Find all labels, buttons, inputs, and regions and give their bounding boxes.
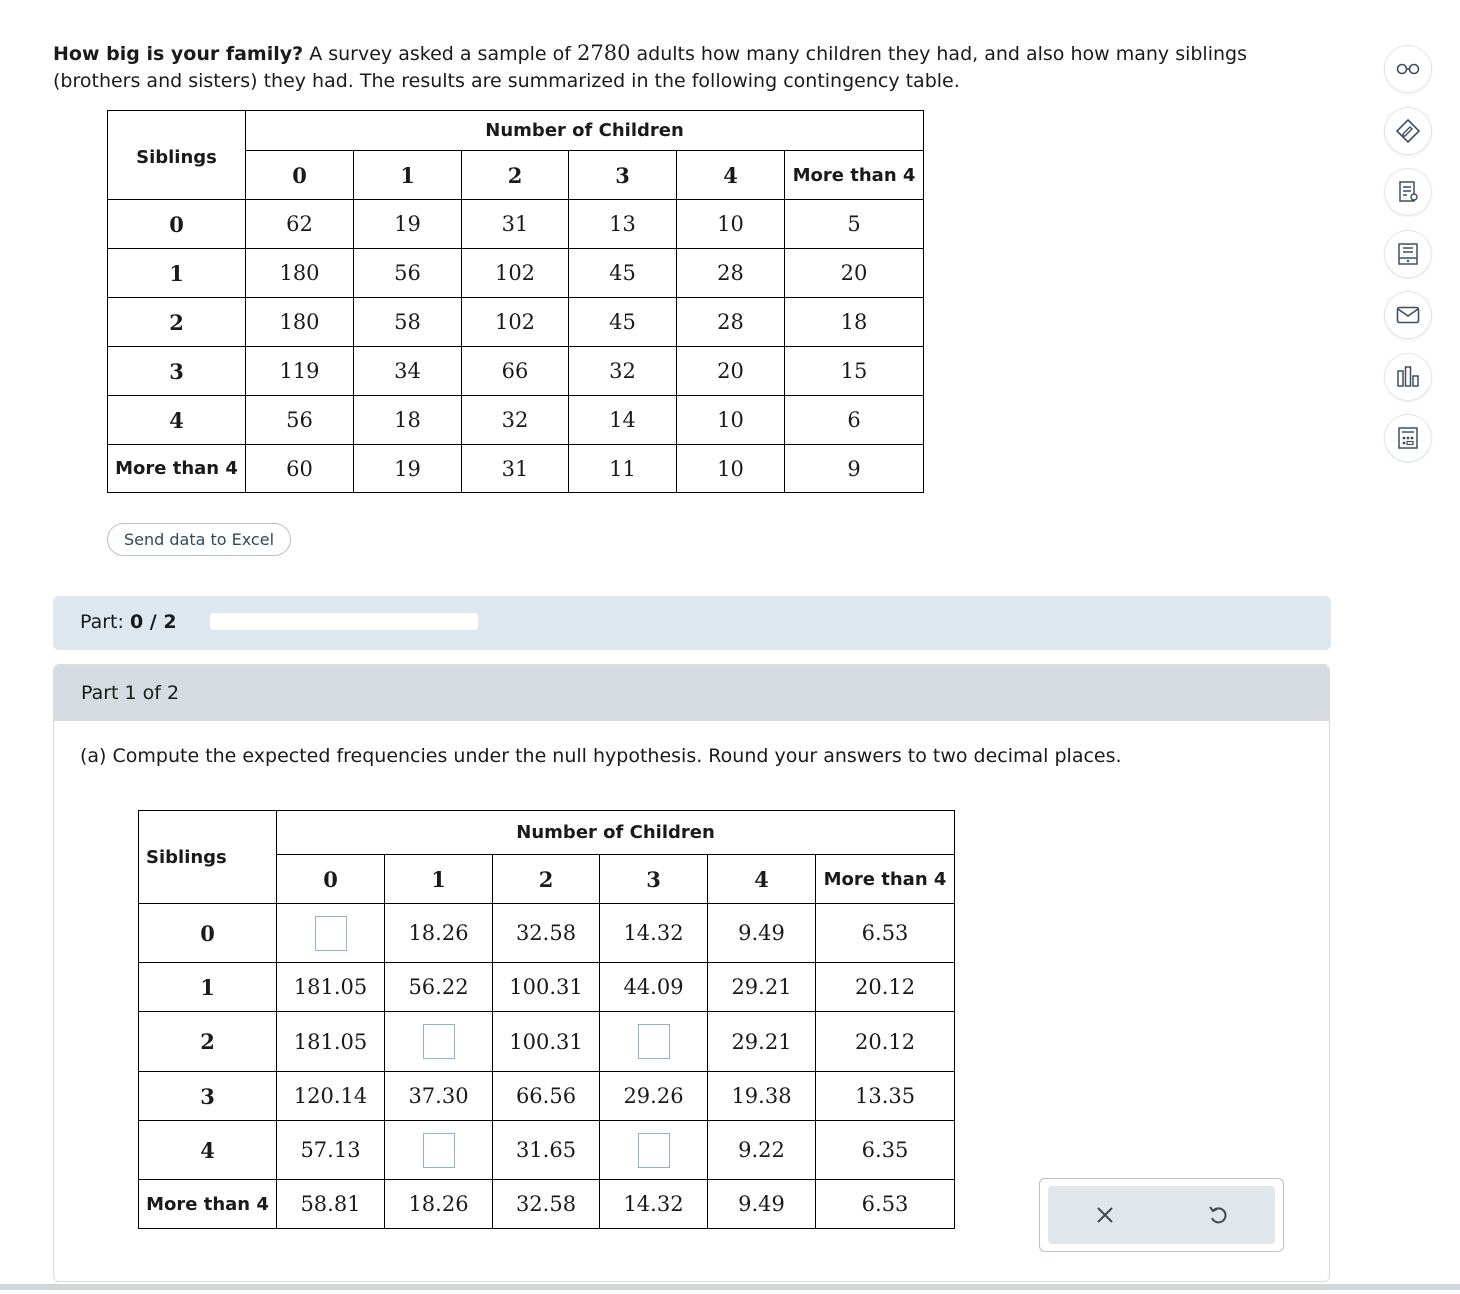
column-header: More than 4 — [816, 855, 955, 904]
answer-cell — [600, 1012, 708, 1072]
answer-actions — [1039, 1178, 1284, 1252]
children-group-header: Number of Children — [277, 811, 955, 855]
book-icon — [1397, 242, 1419, 266]
table-row — [108, 249, 924, 298]
part-label: Part: — [80, 611, 124, 633]
table-row — [139, 1121, 955, 1180]
table-cell: 32 — [569, 347, 677, 396]
row-header: 1 — [139, 963, 277, 1012]
row-header: 0 — [139, 904, 277, 963]
intro-lead: How big is your family? — [53, 43, 304, 65]
notes-icon — [1397, 180, 1419, 204]
table-cell: 10 — [677, 445, 785, 493]
table-cell: 56 — [246, 396, 354, 445]
table-cell: 9.22 — [708, 1121, 816, 1180]
siblings-header: Siblings — [139, 811, 277, 904]
table-cell: 19 — [354, 445, 462, 493]
table-cell: 102 — [462, 249, 569, 298]
part-header: Part 1 of 2 — [81, 682, 180, 704]
table-cell: 18.26 — [385, 904, 493, 963]
table-cell: 102 — [462, 298, 569, 347]
column-header: 2 — [493, 855, 600, 904]
progress-track — [210, 613, 478, 630]
table-cell: 58 — [354, 298, 462, 347]
table-row — [139, 904, 955, 963]
table-cell: 28 — [677, 298, 785, 347]
row-header: 4 — [108, 396, 246, 445]
bar-chart-icon — [1395, 365, 1421, 389]
siblings-header: Siblings — [108, 111, 246, 200]
answer-input[interactable] — [638, 1024, 670, 1059]
table-cell: 62 — [246, 200, 354, 249]
table-cell: 100.31 — [493, 1012, 600, 1072]
table-cell: 45 — [569, 298, 677, 347]
table-cell: 32.58 — [493, 904, 600, 963]
table-cell: 100.31 — [493, 963, 600, 1012]
table-cell: 14 — [569, 396, 677, 445]
answer-input[interactable] — [423, 1133, 455, 1168]
calculator-button[interactable] — [1385, 415, 1431, 461]
table-cell: 6 — [785, 396, 924, 445]
readspeaker-button[interactable] — [1385, 46, 1431, 92]
part-score: 0 / 2 — [129, 611, 177, 633]
table-cell: 20 — [785, 249, 924, 298]
clear-button[interactable] — [1085, 1197, 1125, 1233]
data-button[interactable] — [1385, 354, 1431, 400]
table-row — [139, 1012, 955, 1072]
table-cell: 57.13 — [277, 1121, 385, 1180]
intro-text-a: A survey asked a sample of — [303, 43, 578, 65]
table-cell: 29.26 — [600, 1072, 708, 1121]
row-header: 3 — [108, 347, 246, 396]
row-header: 3 — [139, 1072, 277, 1121]
table-cell: 32.58 — [493, 1180, 600, 1229]
expected-table — [138, 810, 955, 1229]
table-cell: 20.12 — [816, 963, 955, 1012]
pencil-icon — [1395, 118, 1421, 144]
table-row — [108, 200, 924, 249]
answer-cell — [600, 1121, 708, 1180]
column-header: 0 — [277, 855, 385, 904]
table-cell: 58.81 — [277, 1180, 385, 1229]
table-cell: 29.21 — [708, 963, 816, 1012]
row-header: More than 4 — [139, 1180, 277, 1229]
column-header: 3 — [600, 855, 708, 904]
column-header: 0 — [246, 151, 354, 200]
x-icon — [1095, 1205, 1115, 1225]
column-header: 1 — [385, 855, 493, 904]
answer-input[interactable] — [638, 1133, 670, 1168]
table-cell: 45 — [569, 249, 677, 298]
children-group-header: Number of Children — [246, 111, 924, 151]
table-cell: 10 — [677, 200, 785, 249]
notes-button[interactable] — [1385, 169, 1431, 215]
column-header: 4 — [677, 151, 785, 200]
table-cell: 66 — [462, 347, 569, 396]
row-header: 0 — [108, 200, 246, 249]
table-cell: 6.53 — [816, 904, 955, 963]
table-cell: 66.56 — [493, 1072, 600, 1121]
column-header: 4 — [708, 855, 816, 904]
table-cell: 60 — [246, 445, 354, 493]
table-cell: 13 — [569, 200, 677, 249]
table-cell: 181.05 — [277, 1012, 385, 1072]
table-cell: 180 — [246, 249, 354, 298]
column-header: 3 — [569, 151, 677, 200]
table-cell: 56.22 — [385, 963, 493, 1012]
send-to-excel-button[interactable]: Send data to Excel — [107, 523, 291, 556]
calculator-icon — [1397, 426, 1419, 450]
guided-solution-button[interactable] — [1385, 108, 1431, 154]
table-cell: 34 — [354, 347, 462, 396]
answer-input[interactable] — [423, 1024, 455, 1059]
table-cell: 20.12 — [816, 1012, 955, 1072]
table-cell: 28 — [677, 249, 785, 298]
table-cell: 29.21 — [708, 1012, 816, 1072]
table-cell: 10 — [677, 396, 785, 445]
answer-cell — [277, 904, 385, 963]
table-cell: 18 — [785, 298, 924, 347]
table-row — [108, 347, 924, 396]
table-cell: 19.38 — [708, 1072, 816, 1121]
table-row — [139, 1180, 955, 1229]
column-header: More than 4 — [785, 151, 924, 200]
table-cell: 119 — [246, 347, 354, 396]
glasses-icon — [1396, 62, 1420, 76]
table-row — [139, 963, 955, 1012]
sample-size: 2780 — [577, 41, 631, 65]
bottom-scrollbar[interactable] — [0, 1284, 1460, 1290]
table-cell: 18.26 — [385, 1180, 493, 1229]
table-cell: 20 — [677, 347, 785, 396]
table-cell: 31 — [462, 200, 569, 249]
table-cell: 32 — [462, 396, 569, 445]
table-cell: 9 — [785, 445, 924, 493]
email-button[interactable] — [1385, 292, 1431, 338]
table-cell: 180 — [246, 298, 354, 347]
row-header: 4 — [139, 1121, 277, 1180]
table-cell: 9.49 — [708, 1180, 816, 1229]
table-cell: 44.09 — [600, 963, 708, 1012]
table-cell: 19 — [354, 200, 462, 249]
table-row — [139, 1072, 955, 1121]
table-row — [108, 396, 924, 445]
undo-icon — [1207, 1204, 1229, 1226]
table-cell: 5 — [785, 200, 924, 249]
table-cell: 13.35 — [816, 1072, 955, 1121]
table-cell: 14.32 — [600, 1180, 708, 1229]
table-cell: 6.53 — [816, 1180, 955, 1229]
table-cell: 15 — [785, 347, 924, 396]
part-progress-bar — [53, 596, 1331, 650]
mail-icon — [1396, 306, 1420, 324]
answer-cell — [385, 1121, 493, 1180]
observed-table — [107, 110, 924, 493]
row-header: 1 — [108, 249, 246, 298]
answer-cell — [385, 1012, 493, 1072]
table-cell: 56 — [354, 249, 462, 298]
column-header: 2 — [462, 151, 569, 200]
row-header: 2 — [108, 298, 246, 347]
table-cell: 11 — [569, 445, 677, 493]
table-cell: 120.14 — [277, 1072, 385, 1121]
row-header: 2 — [139, 1012, 277, 1072]
table-row — [108, 298, 924, 347]
table-cell: 6.35 — [816, 1121, 955, 1180]
table-cell: 9.49 — [708, 904, 816, 963]
table-cell: 14.32 — [600, 904, 708, 963]
table-cell: 18 — [354, 396, 462, 445]
column-header: 1 — [354, 151, 462, 200]
undo-button[interactable] — [1198, 1197, 1238, 1233]
table-row — [108, 445, 924, 493]
answer-input[interactable] — [315, 916, 347, 951]
table-cell: 31.65 — [493, 1121, 600, 1180]
table-cell: 181.05 — [277, 963, 385, 1012]
ebook-button[interactable] — [1385, 231, 1431, 277]
table-cell: 31 — [462, 445, 569, 493]
problem-intro — [53, 40, 1333, 95]
question-text: (a) Compute the expected frequencies under the null hypothesis. Round your answers to two decimal places. — [80, 745, 1122, 767]
intro-text-b: adults how many children they had, and also how many siblings (brothers and sisters) they had. The results are summarized in the following contingency table. — [53, 43, 1247, 92]
row-header: More than 4 — [108, 445, 246, 493]
table-cell: 37.30 — [385, 1072, 493, 1121]
